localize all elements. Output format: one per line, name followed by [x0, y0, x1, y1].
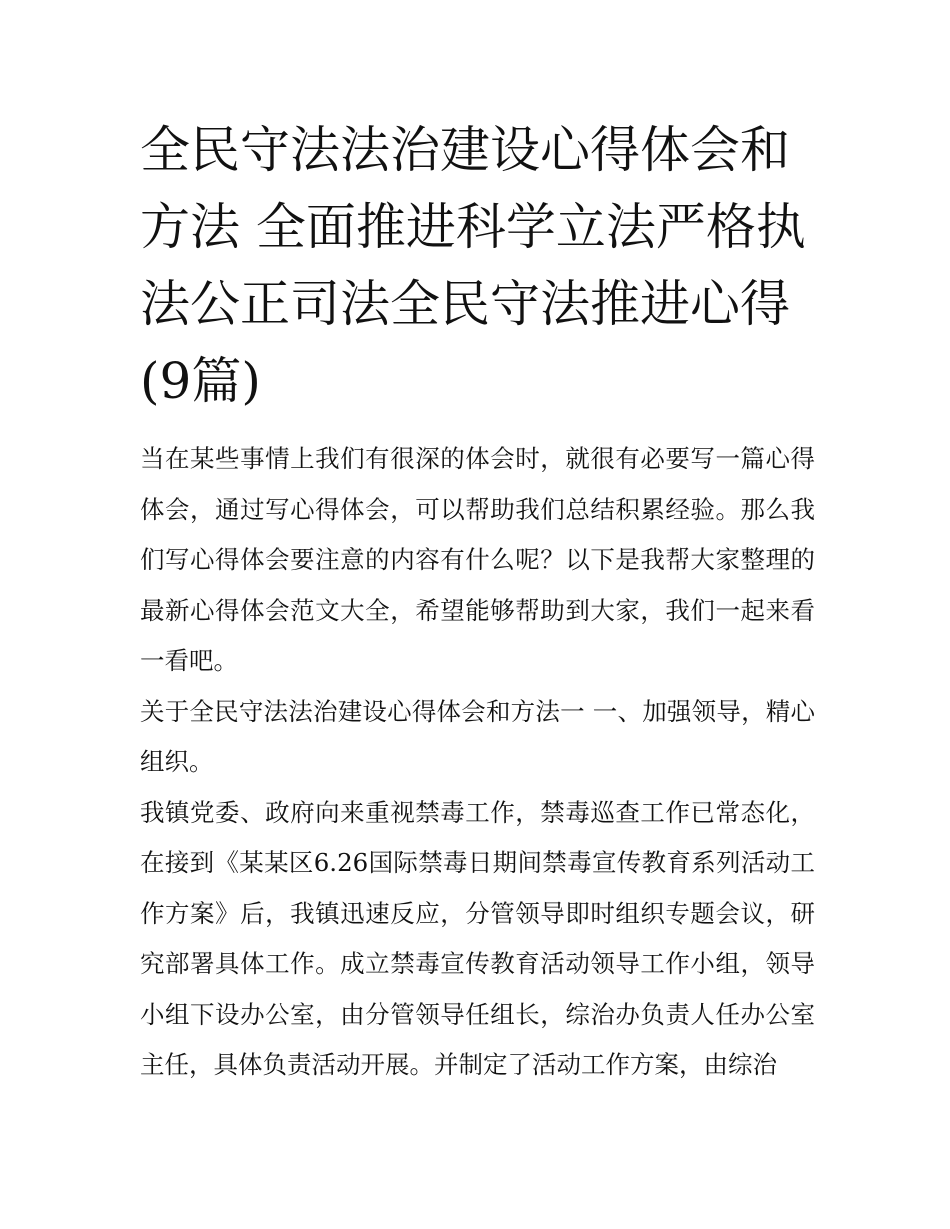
document-title: 全民守法法治建设心得体会和方法 全面推进科学立法严格执法公正司法全民守法推进心得(9篇) — [140, 121, 806, 410]
body-paragraph: 我镇党委、政府向来重视禁毒工作，禁毒巡查工作已常态化，在接到《某某区6.26国际禁毒日期间禁毒宣传教育系列活动工作方案》后，我镇迅速反应，分管领导即时组织专题会议，研究部署具体工作。成立禁毒宣传教育活动领导工作小组，领导小组下设办公室，由分管领导任组长，综治办负责人任办公室主任，具体负责活动开展。并制定了活动工作方案，由综治 — [140, 797, 815, 1079]
section-heading-paragraph: 关于全民守法法治建设心得体会和方法一 一、加强领导，精心组织。 — [140, 696, 815, 776]
intro-paragraph: 当在某些事情上我们有很深的体会时，就很有必要写一篇心得体会，通过写心得体会，可以帮助我们总结积累经验。那么我们写心得体会要注意的内容有什么呢？以下是我帮大家整理的最新心得体会范文大全，希望能够帮助到大家，我们一起来看一看吧。 — [140, 444, 815, 675]
document-content — [140, 112, 815, 1091]
